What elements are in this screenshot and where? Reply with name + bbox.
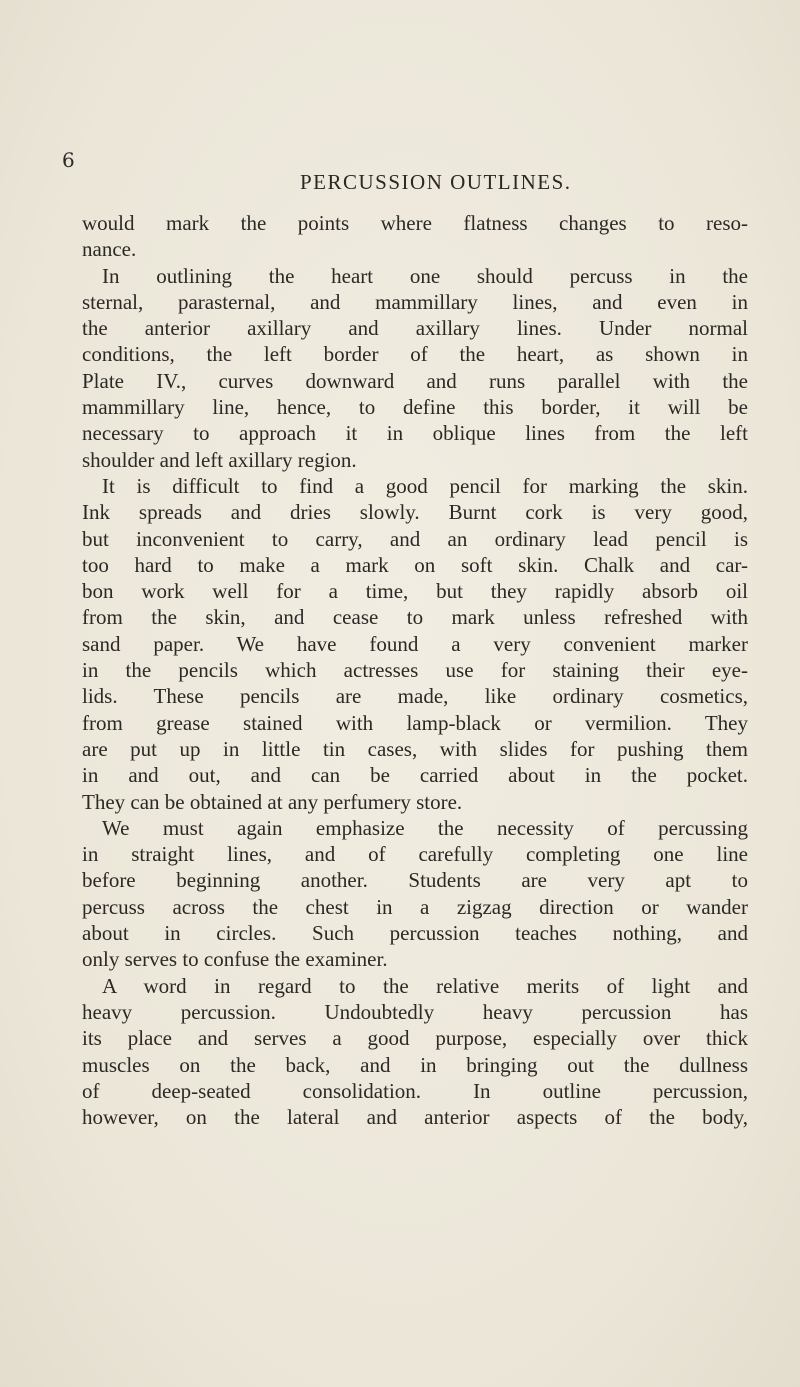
text-line: mammillary line, hence, to define this border, it will be	[82, 395, 748, 420]
text-line: of deep-seated consolidation. In outline percussion,	[82, 1078, 748, 1103]
text-line: Plate IV., curves downward and runs parallel with the	[82, 368, 748, 393]
text-line: Ink spreads and dries slowly. Burnt cork is very good,	[82, 500, 748, 525]
text-line: They can be obtained at any perfumery store.	[82, 789, 463, 814]
text-line: but inconvenient to carry, and an ordinary lead pencil is	[82, 526, 748, 551]
page-number: 6	[62, 148, 75, 172]
text-line: nance.	[82, 237, 137, 262]
text-line: shoulder and left axillary region.	[82, 447, 357, 472]
running-head: PERCUSSION OUTLINES.	[300, 170, 572, 194]
text-line: too hard to make a mark on soft skin. Chalk and car-	[82, 552, 748, 577]
text-line: We must again emphasize the necessity of percussing	[102, 815, 748, 840]
text-line: in straight lines, and of carefully completing one line	[82, 842, 748, 867]
text-line: its place and serves a good purpose, especially over thick	[82, 1026, 748, 1051]
text-line: A word in regard to the relative merits of light and	[102, 973, 748, 998]
text-line: percuss across the chest in a zigzag direction or wander	[82, 894, 748, 919]
text-line: in the pencils which actresses use for staining their eye-	[82, 658, 748, 683]
text-line: sand paper. We have found a very convenient marker	[82, 631, 748, 656]
text-line: from grease stained with lamp-black or vermilion. They	[82, 710, 748, 735]
text-line: are put up in little tin cases, with slides for pushing them	[82, 736, 748, 761]
text-line: sternal, parasternal, and mammillary lines, and even in	[82, 289, 748, 314]
text-line: before beginning another. Students are very apt to	[82, 868, 748, 893]
text-line: bon work well for a time, but they rapidly absorb oil	[82, 579, 748, 604]
text-line: In outlining the heart one should percuss in the	[102, 263, 748, 288]
text-line: conditions, the left border of the heart, as shown in	[82, 342, 748, 367]
text-line: in and out, and can be carried about in the pocket.	[82, 763, 748, 788]
body-text	[82, 210, 748, 1130]
text-line: muscles on the back, and in bringing out the dullness	[82, 1052, 748, 1077]
text-line: however, on the lateral and anterior aspects of the body,	[82, 1105, 748, 1130]
text-line: only serves to confuse the examiner.	[82, 947, 388, 972]
text-line: about in circles. Such percussion teaches nothing, and	[82, 921, 748, 946]
text-line: the anterior axillary and axillary lines. Under normal	[82, 316, 748, 341]
text-line: heavy percussion. Undoubtedly heavy percussion has	[82, 999, 748, 1024]
text-line: lids. These pencils are made, like ordinary cosmetics,	[82, 684, 748, 709]
text-line: necessary to approach it in oblique lines from the left	[82, 421, 748, 446]
text-line: It is difficult to find a good pencil for marking the skin.	[102, 473, 748, 498]
text-line: would mark the points where flatness changes to reso-	[82, 211, 748, 235]
text-line: from the skin, and cease to mark unless refreshed with	[82, 605, 748, 630]
